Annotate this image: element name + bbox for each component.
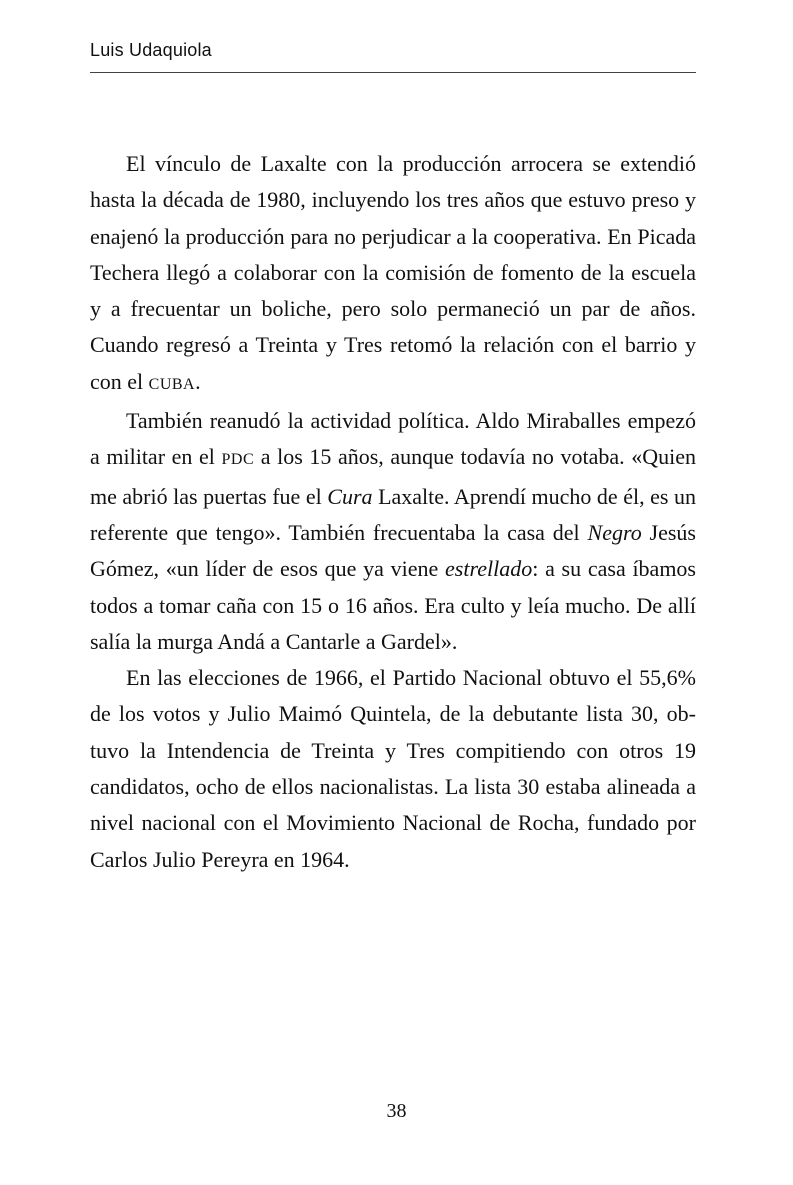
paragraph-2-part-d: Jesús Gómez, «un líder de esos que ya viene [90, 519, 696, 582]
paragraph-2-part-a: También reanudó la actividad política. Aldo Miraballes empezó a militar en el [90, 408, 696, 470]
header-rule [90, 72, 696, 73]
paragraph-2 [90, 403, 696, 660]
paragraph-2-part-b: a los 15 años, aunque todavía no votaba. «Quien me abrió las puertas fue el [90, 444, 696, 509]
paragraph-1 [90, 146, 696, 403]
acronym-cuba: CUBA [148, 375, 196, 393]
italic-negro: Negro [587, 519, 642, 545]
paragraph-1-text: El vínculo de Laxalte con la producción arrocera se extendió hasta la década de 1980, incluyendo los tres años que estuvo preso y enajenó la producción para no perjudicar a la cooperativa. En Picada Techera llegó a colaborar con la comisión de fomento de la escuela y a frecuentar un boliche, pero solo permaneció un par de años. Cuando regresó a Treinta y Tres retomó la relación con el barrio y con el [90, 151, 696, 394]
paragraph-2-part-e: : a su casa íbamos todos a tomar caña con 15 o 16 años. Era culto y leía mucho. De allí salía la murga Andá a Cantarle a Gardel». [90, 556, 696, 654]
page-number: 38 [386, 1100, 407, 1122]
running-head-author: Luis Udaquiola [90, 40, 212, 60]
acronym-pdc: PDC [221, 451, 255, 469]
paragraph-1-end: . [195, 368, 201, 394]
italic-estrellado: estrellado [445, 556, 533, 582]
paragraph-2-part-c: Laxalte. Aprendí mucho de él, es un referente que tengo». También frecuentaba la casa del [90, 483, 697, 545]
body-text [90, 146, 696, 878]
italic-cura: Cura [327, 483, 373, 509]
paragraph-3: En las elecciones de 1966, el Partido Nacional obtuvo el 55,6% de los votos y Julio Maimó Quintela, de la debutante lista 30, obtuvo la Intendencia de Treinta y Tres compitiendo con otros 19 candidatos, ocho de ellos nacionalistas. La lista 30 estaba alineada a nivel nacional con el Movimiento Nacional de Rocha, fundado por Carlos Julio Pereyra en 1964. [90, 665, 696, 872]
